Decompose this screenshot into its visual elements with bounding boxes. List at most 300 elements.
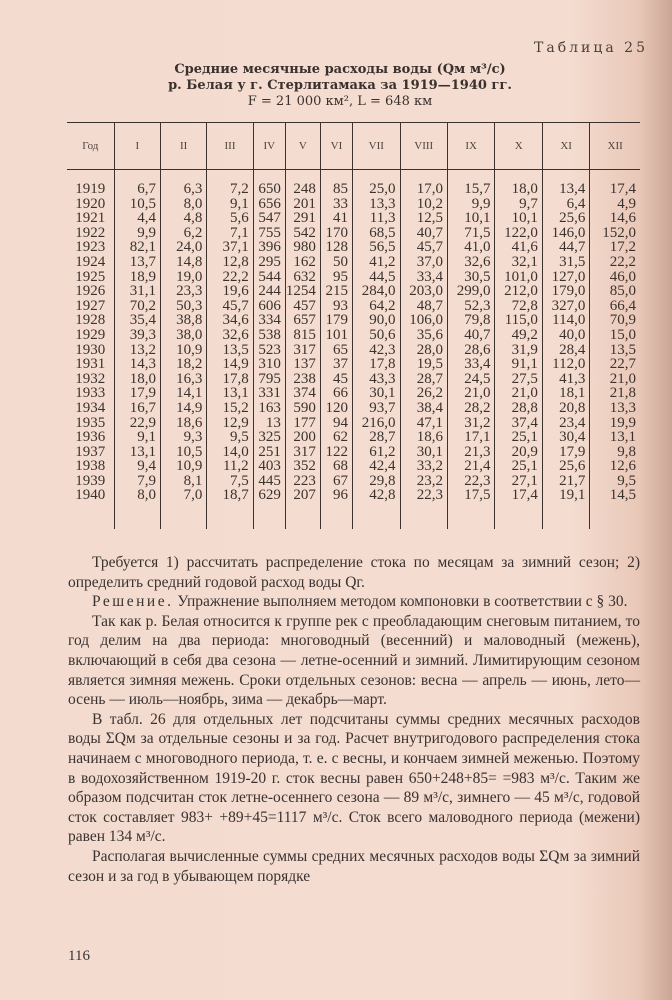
year-cell: 1919 (75, 181, 106, 197)
page-number: 116 (68, 948, 90, 964)
value-cell: 34,6 (207, 313, 253, 328)
value-cell: 37,0 (400, 255, 447, 270)
table-row (67, 211, 640, 226)
value-cell: 22,7 (590, 357, 640, 372)
value-cell: 52,3 (447, 299, 494, 314)
table-row (67, 299, 640, 314)
value-cell: 9,4 (114, 459, 160, 474)
value-cell: 61,2 (353, 445, 400, 460)
value-cell: 10,2 (400, 197, 447, 212)
value-cell: 14,8 (160, 255, 206, 270)
value-cell: 33 (320, 197, 352, 212)
value-cell: 45,7 (207, 299, 253, 314)
value-cell: 90,0 (353, 313, 400, 328)
value-cell: 9,9 (447, 197, 494, 212)
value-cell: 9,5 (207, 430, 253, 445)
value-cell: 37,1 (207, 240, 253, 255)
value-cell: 177 (285, 416, 320, 431)
value-cell: 101 (320, 328, 352, 343)
value-cell: 755 (253, 226, 285, 241)
value-cell: 15,0 (590, 328, 640, 343)
header-month: X (495, 123, 542, 170)
header-month: XI (542, 123, 589, 170)
value-cell: 31,1 (114, 284, 160, 299)
table-row (67, 328, 640, 343)
value-cell: 12,5 (400, 211, 447, 226)
year-cell: 1931 (75, 356, 106, 373)
value-cell: 85,0 (590, 284, 640, 299)
value-cell: 37 (320, 357, 352, 372)
value-cell: 19,1 (542, 488, 589, 529)
value-cell: 93 (320, 299, 352, 314)
value-cell: 16,3 (160, 372, 206, 387)
value-cell: 352 (285, 459, 320, 474)
value-cell: 8,1 (160, 474, 206, 489)
value-cell: 538 (253, 328, 285, 343)
value-cell: 9,8 (590, 445, 640, 460)
value-cell: 70,2 (114, 299, 160, 314)
value-cell: 33,4 (400, 270, 447, 285)
value-cell: 37,4 (495, 416, 542, 431)
value-cell: 374 (285, 386, 320, 401)
value-cell: 162 (285, 255, 320, 270)
value-cell: 44,5 (353, 270, 400, 285)
value-cell: 216,0 (353, 416, 400, 431)
header-row (67, 123, 640, 170)
header-month: VI (320, 123, 352, 170)
value-cell: 38,0 (160, 328, 206, 343)
table-row (67, 284, 640, 299)
caption-line-3: F = 21 000 км², L = 648 км (247, 94, 433, 109)
value-cell: 7,5 (207, 474, 253, 489)
value-cell: 48,7 (400, 299, 447, 314)
table-row (67, 343, 640, 358)
value-cell: 20,9 (495, 445, 542, 460)
value-cell: 122,0 (495, 226, 542, 241)
table-row (67, 197, 640, 212)
header-month: XII (590, 123, 640, 170)
value-cell: 30,5 (447, 270, 494, 285)
value-cell: 91,1 (495, 357, 542, 372)
year-cell: 1929 (75, 326, 106, 343)
value-cell: 590 (285, 401, 320, 416)
table-row (67, 357, 640, 372)
value-cell: 396 (253, 240, 285, 255)
value-cell: 41,3 (542, 372, 589, 387)
value-cell: 28,4 (542, 343, 589, 358)
value-cell: 19,0 (160, 270, 206, 285)
value-cell: 544 (253, 270, 285, 285)
value-cell: 11,3 (353, 211, 400, 226)
value-cell: 43,3 (353, 372, 400, 387)
value-cell: 45 (320, 372, 352, 387)
value-cell: 10,1 (447, 211, 494, 226)
value-cell: 291 (285, 211, 320, 226)
value-cell: 25,1 (495, 459, 542, 474)
value-cell: 10,5 (160, 445, 206, 460)
value-cell: 21,4 (447, 459, 494, 474)
value-cell: 6,2 (160, 226, 206, 241)
value-cell: 14,0 (207, 445, 253, 460)
value-cell: 31,9 (495, 343, 542, 358)
paragraph-calculation: В табл. 26 для отдельных лет подсчитаны суммы средних месячных расходов воды ΣQм за отдельные сезоны и за год. Расчет внутригодового распределения стока начинаем с многоводного периода, т. е. с весны, и кончаем зимней меженью. Поэтому в водохозяйственном 1919-20 г. сток весны равен 650+248+85= =983 м³/с. Таким же образом подсчитан сток летне-осеннего сезона — 89 м³/с, зимнего — 45 м³/с, годовой сток составляет 983+ +89+45=1117 м³/с. Сток всего маловодного периода (межени) равен 134 м³/с. (68, 710, 640, 846)
value-cell: 13,5 (590, 343, 640, 358)
value-cell: 137 (285, 357, 320, 372)
value-cell: 70,9 (590, 313, 640, 328)
value-cell: 4,8 (160, 211, 206, 226)
value-cell: 9,7 (495, 197, 542, 212)
year-cell: 1936 (75, 429, 106, 446)
table-row (67, 416, 640, 431)
value-cell: 22,9 (114, 416, 160, 431)
value-cell: 21,0 (495, 386, 542, 401)
value-cell: 13,4 (542, 170, 589, 197)
value-cell: 403 (253, 459, 285, 474)
value-cell: 1254 (285, 284, 320, 299)
value-cell: 244 (253, 284, 285, 299)
value-cell: 25,1 (495, 430, 542, 445)
value-cell: 112,0 (542, 357, 589, 372)
value-cell: 17,5 (447, 488, 494, 529)
value-cell: 15,7 (447, 170, 494, 197)
year-cell: 1937 (75, 443, 106, 460)
year-cell: 1920 (75, 195, 106, 212)
value-cell: 606 (253, 299, 285, 314)
value-cell: 629 (253, 488, 285, 529)
value-cell: 21,3 (447, 445, 494, 460)
value-cell: 114,0 (542, 313, 589, 328)
value-cell: 96 (320, 488, 352, 529)
value-cell: 28,2 (447, 401, 494, 416)
value-cell: 18,7 (207, 488, 253, 529)
value-cell: 50,6 (353, 328, 400, 343)
header-month: III (207, 123, 253, 170)
value-cell: 6,4 (542, 197, 589, 212)
value-cell: 47,1 (400, 416, 447, 431)
value-cell: 30,1 (400, 445, 447, 460)
value-cell: 41,0 (447, 240, 494, 255)
value-cell: 19,5 (400, 357, 447, 372)
value-cell: 24,0 (160, 240, 206, 255)
paragraph-task: Требуется 1) рассчитать распределение стока по месяцам за зимний сезон; 2) определить средний годовой расход воды Qг. (68, 554, 640, 591)
value-cell: 18,2 (160, 357, 206, 372)
value-cell: 523 (253, 343, 285, 358)
value-cell: 200 (285, 430, 320, 445)
value-cell: 13,7 (114, 255, 160, 270)
value-cell: 331 (253, 386, 285, 401)
value-cell: 299,0 (447, 284, 494, 299)
year-cell: 1934 (75, 399, 106, 416)
value-cell: 62 (320, 430, 352, 445)
year-cell: 1927 (75, 297, 106, 314)
value-cell: 7,9 (114, 474, 160, 489)
value-cell: 19,9 (590, 416, 640, 431)
value-cell: 50,3 (160, 299, 206, 314)
year-cell: 1932 (75, 370, 106, 387)
value-cell: 22,3 (447, 474, 494, 489)
table-row (67, 270, 640, 285)
value-cell: 18,1 (542, 386, 589, 401)
value-cell: 23,3 (160, 284, 206, 299)
value-cell: 215 (320, 284, 352, 299)
value-cell: 19,6 (207, 284, 253, 299)
paragraph-solution (68, 592, 640, 612)
value-cell: 65 (320, 343, 352, 358)
value-cell: 238 (285, 372, 320, 387)
value-cell: 25,0 (353, 170, 400, 197)
value-cell: 163 (253, 401, 285, 416)
value-cell: 795 (253, 372, 285, 387)
header-month: VIII (400, 123, 447, 170)
value-cell: 17,1 (447, 430, 494, 445)
value-cell: 815 (285, 328, 320, 343)
table-label: Таблица 25 (534, 40, 648, 56)
value-cell: 66,4 (590, 299, 640, 314)
value-cell: 7,0 (160, 488, 206, 529)
value-cell: 179,0 (542, 284, 589, 299)
value-cell: 42,4 (353, 459, 400, 474)
header-month: IV (253, 123, 285, 170)
value-cell: 12,6 (590, 459, 640, 474)
value-cell: 14,9 (207, 357, 253, 372)
value-cell: 11,2 (207, 459, 253, 474)
value-cell: 152,0 (590, 226, 640, 241)
value-cell: 42,8 (353, 488, 400, 529)
value-cell: 35,4 (114, 313, 160, 328)
value-cell: 33,4 (447, 357, 494, 372)
value-cell: 45,7 (400, 240, 447, 255)
value-cell: 542 (285, 226, 320, 241)
year-cell: 1924 (75, 253, 106, 270)
value-cell: 94 (320, 416, 352, 431)
value-cell: 38,4 (400, 401, 447, 416)
solution-label: Решение. (92, 593, 174, 611)
value-cell: 632 (285, 270, 320, 285)
value-cell: 657 (285, 313, 320, 328)
value-cell: 317 (285, 445, 320, 460)
table-row (67, 474, 640, 489)
discharge-table (67, 122, 640, 529)
value-cell: 21,7 (542, 474, 589, 489)
year-cell: 1940 (75, 487, 106, 504)
value-cell: 10,5 (114, 197, 160, 212)
value-cell: 82,1 (114, 240, 160, 255)
header-month: VII (353, 123, 400, 170)
value-cell: 22,2 (207, 270, 253, 285)
value-cell: 46,0 (590, 270, 640, 285)
value-cell: 12,9 (207, 416, 253, 431)
value-cell: 10,9 (160, 459, 206, 474)
table-row (67, 313, 640, 328)
value-cell: 32,1 (495, 255, 542, 270)
value-cell: 28,7 (400, 372, 447, 387)
value-cell: 41,2 (353, 255, 400, 270)
value-cell: 12,8 (207, 255, 253, 270)
value-cell: 212,0 (495, 284, 542, 299)
value-cell: 13,3 (590, 401, 640, 416)
value-cell: 21,0 (447, 386, 494, 401)
value-cell: 41,6 (495, 240, 542, 255)
value-cell: 25,6 (542, 211, 589, 226)
value-cell: 28,0 (400, 343, 447, 358)
value-cell: 128 (320, 240, 352, 255)
table-row (67, 170, 640, 197)
value-cell: 13 (253, 416, 285, 431)
value-cell: 9,9 (114, 226, 160, 241)
value-cell: 17,0 (400, 170, 447, 197)
value-cell: 17,9 (542, 445, 589, 460)
value-cell: 44,7 (542, 240, 589, 255)
value-cell: 68 (320, 459, 352, 474)
value-cell: 18,6 (160, 416, 206, 431)
year-cell: 1921 (75, 210, 106, 227)
table-row (67, 240, 640, 255)
value-cell: 66 (320, 386, 352, 401)
header-year: Год (67, 123, 114, 170)
value-cell: 17,9 (114, 386, 160, 401)
value-cell: 95 (320, 270, 352, 285)
value-cell: 248 (285, 170, 320, 197)
year-cell: 1935 (75, 414, 106, 431)
value-cell: 39,3 (114, 328, 160, 343)
value-cell: 656 (253, 197, 285, 212)
year-cell: 1938 (75, 458, 106, 475)
value-cell: 547 (253, 211, 285, 226)
year-cell: 1923 (75, 239, 106, 256)
value-cell: 27,1 (495, 474, 542, 489)
value-cell: 50 (320, 255, 352, 270)
value-cell: 20,8 (542, 401, 589, 416)
value-cell: 4,9 (590, 197, 640, 212)
caption-line-1: Средние месячные расходы воды (Qм м³/с) (174, 62, 506, 77)
value-cell: 18,0 (495, 170, 542, 197)
table-caption (150, 62, 530, 110)
value-cell: 10,9 (160, 343, 206, 358)
value-cell: 14,6 (590, 211, 640, 226)
header-month: V (285, 123, 320, 170)
value-cell: 9,5 (590, 474, 640, 489)
value-cell: 71,5 (447, 226, 494, 241)
value-cell: 79,8 (447, 313, 494, 328)
value-cell: 8,0 (160, 197, 206, 212)
value-cell: 33,2 (400, 459, 447, 474)
value-cell: 207 (285, 488, 320, 529)
value-cell: 170 (320, 226, 352, 241)
value-cell: 146,0 (542, 226, 589, 241)
value-cell: 28,6 (447, 343, 494, 358)
value-cell: 23,4 (542, 416, 589, 431)
value-cell: 7,1 (207, 226, 253, 241)
table-row (67, 430, 640, 445)
value-cell: 295 (253, 255, 285, 270)
value-cell: 25,6 (542, 459, 589, 474)
value-cell: 17,4 (590, 170, 640, 197)
value-cell: 26,2 (400, 386, 447, 401)
value-cell: 16,7 (114, 401, 160, 416)
table-row (67, 488, 640, 529)
value-cell: 9,1 (207, 197, 253, 212)
value-cell: 317 (285, 343, 320, 358)
value-cell: 22,3 (400, 488, 447, 529)
table-row (67, 255, 640, 270)
year-cell: 1939 (75, 472, 106, 489)
value-cell: 14,1 (160, 386, 206, 401)
value-cell: 22,2 (590, 255, 640, 270)
value-cell: 101,0 (495, 270, 542, 285)
value-cell: 15,2 (207, 401, 253, 416)
table-row (67, 459, 640, 474)
paragraph-seasons: Так как р. Белая относится к группе рек с преобладающим снеговым питанием, то год делим на два периода: многоводный (весенний) и маловодный (межень), включающий в себя два сезона — летне-осенний и зимний. Лимитирующим сезоном является зимняя межень. Сроки отдельных сезонов: весна — апрель — июнь, лето—осень — июль—ноябрь, зима — декабрь—март. (68, 612, 640, 709)
value-cell: 41 (320, 211, 352, 226)
value-cell: 30,4 (542, 430, 589, 445)
value-cell: 17,4 (495, 488, 542, 529)
body-text (68, 553, 640, 886)
value-cell: 14,9 (160, 401, 206, 416)
value-cell: 21,8 (590, 386, 640, 401)
value-cell: 334 (253, 313, 285, 328)
value-cell: 127,0 (542, 270, 589, 285)
value-cell: 13,5 (207, 343, 253, 358)
value-cell: 38,8 (160, 313, 206, 328)
value-cell: 18,0 (114, 372, 160, 387)
value-cell: 203,0 (400, 284, 447, 299)
value-cell: 13,3 (353, 197, 400, 212)
year-cell: 1933 (75, 385, 106, 402)
value-cell: 29,8 (353, 474, 400, 489)
value-cell: 17,2 (590, 240, 640, 255)
value-cell: 68,5 (353, 226, 400, 241)
value-cell: 14,3 (114, 357, 160, 372)
table-row (67, 445, 640, 460)
value-cell: 23,2 (400, 474, 447, 489)
value-cell: 325 (253, 430, 285, 445)
value-cell: 64,2 (353, 299, 400, 314)
header-month: IX (447, 123, 494, 170)
value-cell: 72,8 (495, 299, 542, 314)
value-cell: 67 (320, 474, 352, 489)
value-cell: 13,1 (590, 430, 640, 445)
value-cell: 28,7 (353, 430, 400, 445)
value-cell: 327,0 (542, 299, 589, 314)
value-cell: 85 (320, 170, 352, 197)
value-cell: 13,1 (207, 386, 253, 401)
value-cell: 14,5 (590, 488, 640, 529)
value-cell: 28,8 (495, 401, 542, 416)
solution-text: Упражнение выполняем методом компоновки в соответствии с § 30. (173, 593, 628, 611)
value-cell: 223 (285, 474, 320, 489)
year-cell: 1926 (75, 283, 106, 300)
value-cell: 35,6 (400, 328, 447, 343)
year-cell: 1925 (75, 268, 106, 285)
value-cell: 120 (320, 401, 352, 416)
value-cell: 10,1 (495, 211, 542, 226)
value-cell: 284,0 (353, 284, 400, 299)
value-cell: 251 (253, 445, 285, 460)
value-cell: 122 (320, 445, 352, 460)
value-cell: 650 (253, 170, 285, 197)
value-cell: 5,6 (207, 211, 253, 226)
year-cell: 1928 (75, 312, 106, 329)
value-cell: 49,2 (495, 328, 542, 343)
value-cell: 980 (285, 240, 320, 255)
value-cell: 40,7 (447, 328, 494, 343)
table-row (67, 401, 640, 416)
value-cell: 6,7 (114, 170, 160, 197)
value-cell: 4,4 (114, 211, 160, 226)
value-cell: 32,6 (207, 328, 253, 343)
value-cell: 9,3 (160, 430, 206, 445)
value-cell: 18,9 (114, 270, 160, 285)
